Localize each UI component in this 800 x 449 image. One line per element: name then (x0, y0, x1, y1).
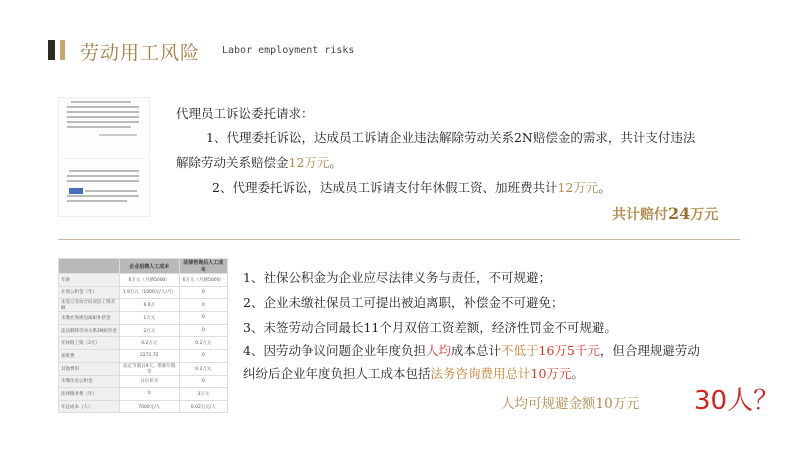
table-cell: 0 (179, 312, 227, 325)
table-cell: 2万元 (119, 324, 179, 337)
item4-text: 成本总计 (450, 343, 501, 358)
section1-item2-text: 2、代理委托诉讼，达成员工诉请支付年休假工资、加班费共计 (212, 180, 558, 195)
section1-total-suffix: 万元 (690, 207, 719, 223)
item4-highlight: 法务咨询费用总计 (430, 366, 531, 381)
table-cell: 0 (119, 388, 179, 401)
table-cell: 年总成本（人） (59, 400, 120, 413)
table-cell: 0.2万元 (179, 362, 227, 375)
table-row (59, 324, 228, 337)
table-cell: 0.2万元 (179, 337, 227, 350)
table-row (59, 362, 228, 375)
table-row (59, 375, 228, 388)
table-row (59, 274, 228, 287)
table-cell: 违法解除劳动关系2N赔偿金 (59, 324, 120, 337)
table-header-cell: 法律咨询后人工成本 (179, 259, 227, 274)
table-cell: 6.6万 (119, 299, 179, 312)
section1-total-prefix: 共计赔付 (612, 207, 668, 223)
section1-total (612, 204, 718, 224)
table-row (59, 337, 228, 350)
table-cell: 法律服务费（年） (59, 388, 120, 401)
table-cell: 0 (179, 349, 227, 362)
table-header-cell (59, 259, 120, 274)
item4-highlight: 10万元 (530, 366, 572, 381)
table-cell: 年休假工资（3天） (59, 337, 120, 350)
item4-highlight: 不低于 (501, 343, 539, 358)
section2-item4-line1 (243, 341, 700, 359)
table-cell: 1.9万元（1000元/人/月） (119, 286, 179, 299)
section1-item2-amount: 12万元 (557, 180, 599, 195)
table-cell: 0 (179, 286, 227, 299)
table-cell: 0.2万元 (119, 337, 179, 350)
table-cell: 未缴住房公积金 (59, 375, 120, 388)
item4-highlight: 人均 (425, 343, 451, 358)
table-row (59, 400, 228, 413)
section1-item1-end: 。 (329, 155, 342, 170)
table-cell: 日后补交 (119, 375, 179, 388)
cost-comparison-table (58, 258, 228, 413)
table-cell: 1万元 (119, 312, 179, 325)
section2-item4-line2 (243, 364, 584, 382)
table-cell: 0 (179, 375, 227, 388)
table-cell: 7000元/人 (119, 400, 179, 413)
page-title: 劳动用工风险 (80, 42, 201, 64)
table-row (59, 312, 228, 325)
page-subtitle: Labor employment risks (222, 45, 355, 56)
document-thumbnail (58, 97, 150, 217)
section1-item1-text: 解除劳动关系赔偿金 (176, 155, 289, 170)
section1-item2 (212, 178, 611, 196)
item4-text: 纠纷后企业年度负担人工成本包括 (243, 366, 431, 381)
table-row (59, 286, 228, 299)
table-cell: 3万元 (179, 388, 227, 401)
table-cell: 2272.72 (119, 349, 179, 362)
section1-heading: 代理员工诉讼委托请求： (176, 106, 314, 121)
table-header-cell: 企业招聘人工成本 (119, 259, 179, 274)
question-callout: 30人？ (694, 386, 780, 416)
section1-item2-end: 。 (598, 180, 611, 195)
item4-text: 。 (571, 366, 584, 381)
table-cell: 未缴社保被迫离职补偿金 (59, 312, 120, 325)
table-row (59, 349, 228, 362)
table-cell: 0 (179, 299, 227, 312)
item4-highlight: 16万5千元 (538, 343, 600, 358)
item4-text: 4、因劳动争议问题企业年度负担 (243, 343, 426, 358)
title-accent-dark (48, 40, 55, 60)
section1-item1-line1: 1、代理委托诉讼，达成员工诉请企业违法解除劳动关系2N赔偿金的需求，共计支付违法 (206, 130, 696, 145)
table-cell: 法定节假日9天、带薪年假等 (119, 362, 179, 375)
table-cell: 社保公积金（年） (59, 286, 120, 299)
section2-total: 人均可规避金额10万元 (501, 396, 640, 412)
section1-item1-line2 (176, 153, 342, 171)
table-cell: 加班费 (59, 349, 120, 362)
table-cell: 6万元（月薪5000） (179, 274, 227, 287)
item4-text: ，但合理规避劳动 (599, 343, 700, 358)
table-cell: 其他费用 (59, 362, 120, 375)
section-divider (58, 239, 740, 240)
section2-item1: 1、社保公积金为企业应尽法律义务与责任，不可规避； (243, 270, 551, 285)
table-cell: 6万元（月薪5000） (119, 274, 179, 287)
table-cell: 0.02万元/人 (179, 400, 227, 413)
section2-item3: 3、未签劳动合同最长11个月双倍工资差额，经济性罚金不可规避。 (243, 320, 617, 335)
table-cell: 0 (179, 324, 227, 337)
section1-total-amount: 24 (668, 204, 691, 223)
table-row (59, 299, 228, 312)
table-cell: 年薪 (59, 274, 120, 287)
title-accent-gold (60, 40, 65, 60)
table-header-row (59, 259, 228, 274)
table-cell: 未签订劳动合同双倍工资差额 (59, 299, 120, 312)
section1-item1-amount: 12万元 (288, 155, 330, 170)
table-row (59, 388, 228, 401)
section2-item2: 2、企业未缴社保员工可提出被迫离职，补偿金不可避免； (243, 295, 564, 310)
